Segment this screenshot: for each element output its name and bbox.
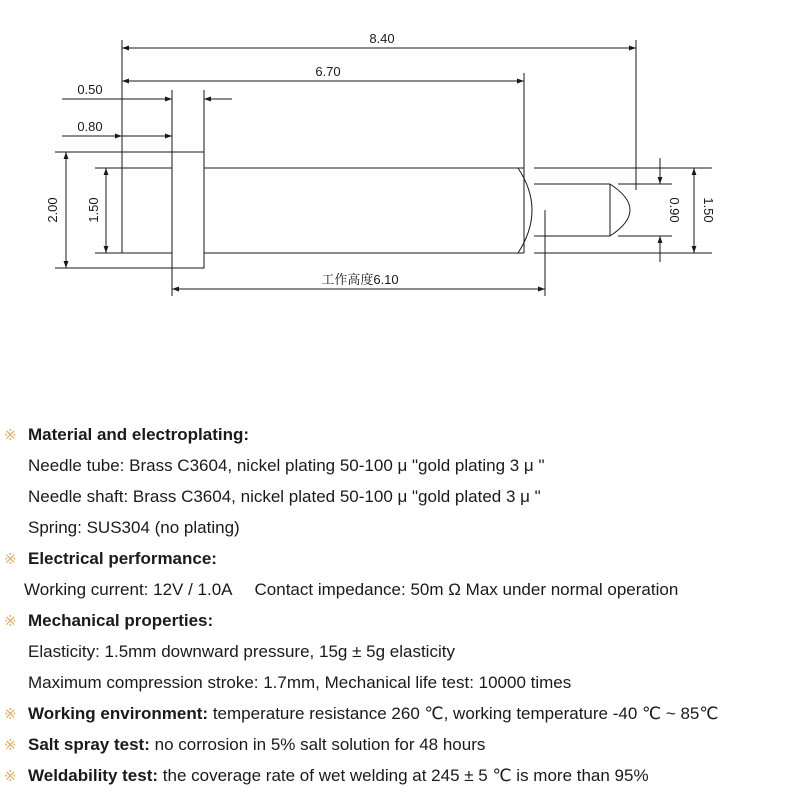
material-heading: Material and electroplating: [28,425,250,444]
dim-tube-dia-label: 1.50 [86,197,101,223]
asterism-icon: ※ [4,551,17,568]
dim-flange-label: 0.50 [77,82,103,97]
electrical-section [4,548,217,571]
asterism-icon: ※ [4,427,17,444]
mechanical-elasticity: Elasticity: 1.5mm downward pressure, 15g ± 5g elasticity [28,642,455,661]
environment-text: temperature resistance 260 ℃, working temperature -40 ℃ ~ 85℃ [212,704,719,723]
dim-tube-label: 6.70 [315,64,341,79]
working-current: Working current: 12V / 1.0A [24,580,233,599]
environment-section [4,703,718,726]
weldability-section [4,765,649,788]
asterism-icon: ※ [4,768,17,785]
pin-flange [172,152,204,268]
electrical-details [24,579,678,601]
electrical-heading: Electrical performance: [28,549,217,568]
dim-tip-dia-label: 0.90 [667,197,682,223]
mechanical-stroke: Maximum compression stroke: 1.7mm, Mechanical life test: 10000 times [28,673,572,692]
material-needle-tube: Needle tube: Brass C3604, nickel plating 50-100 μ "gold plating 3 μ " [28,456,545,475]
weldability-text: the coverage rate of wet welding at 245 ± 5 ℃ is more than 95% [162,766,649,785]
asterism-icon: ※ [4,706,17,723]
dim-working-height-label: 工作高度6.10 [321,272,399,287]
environment-heading: Working environment: [28,704,209,723]
salt-spray-section [4,734,485,757]
dim-shaft-dia-label: 1.50 [701,197,716,223]
asterism-icon: ※ [4,737,17,754]
dim-offset-label: 0.80 [77,119,103,134]
contact-impedance: Contact impedance: 50m Ω Max under normal operation [254,580,679,599]
salt-spray-text: no corrosion in 5% salt solution for 48 hours [154,735,486,754]
mechanical-heading: Mechanical properties: [28,611,214,630]
material-section [4,424,249,447]
material-spring: Spring: SUS304 (no plating) [28,518,240,537]
salt-spray-heading: Salt spray test: [28,735,150,754]
weldability-heading: Weldability test: [28,766,159,785]
mechanical-section [4,610,213,633]
pin-tube-end [518,168,532,253]
pogo-pin-drawing [0,0,800,310]
dim-flange-dia-label: 2.00 [45,197,60,223]
dim-overall-label: 8.40 [369,31,395,46]
pin-plunger-tip [610,184,630,236]
material-needle-shaft: Needle shaft: Brass C3604, nickel plated 50-100 μ "gold plated 3 μ " [28,487,541,506]
asterism-icon: ※ [4,613,17,630]
